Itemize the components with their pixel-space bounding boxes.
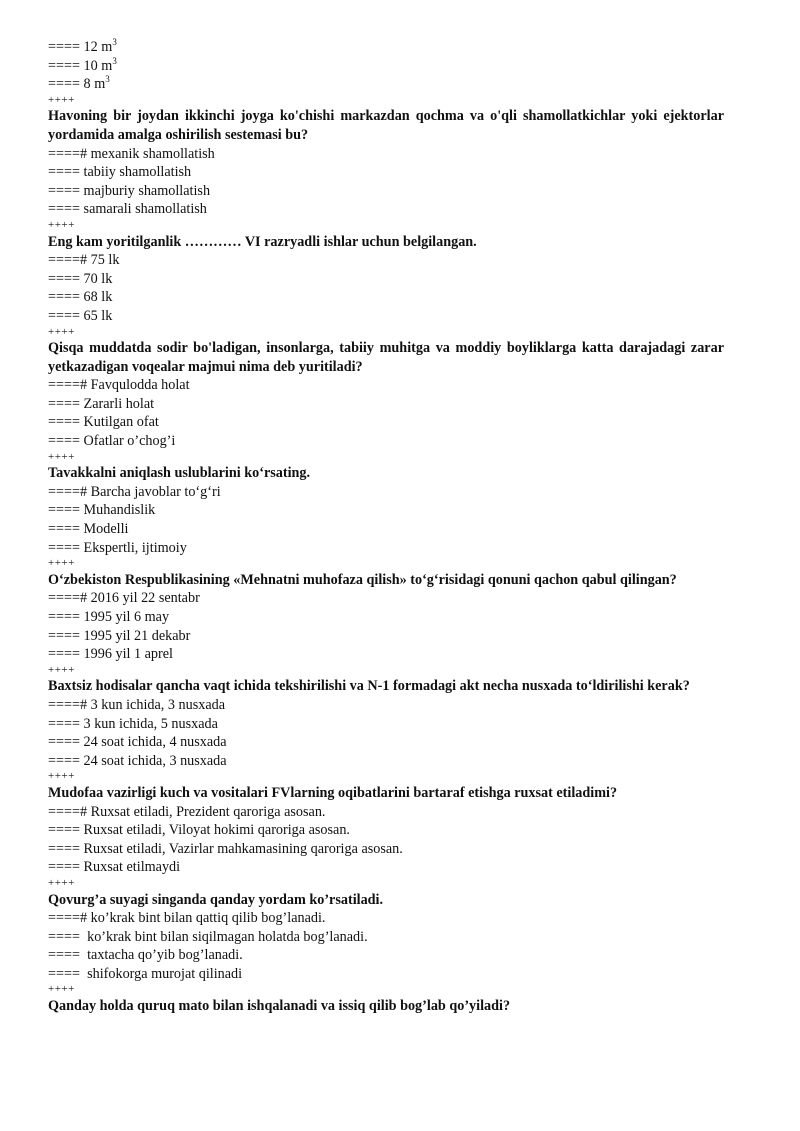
question-text: Baxtsiz hodisalar qancha vaqt ichida tekshirilishi va N-1 formadagi akt necha nusxada to‘ldirilishi kerak? — [48, 678, 690, 695]
option-line: ==== 8 $m^3$ — [48, 74, 110, 93]
answer-option: ====# mexanik shamollatish — [48, 145, 215, 162]
separator: ++++ — [48, 663, 75, 676]
question-text: Qisqa muddatda sodir bo'ladigan, insonlarga, tabiiy muhitga va moddiy boyliklarga katta darajadagi zarar yetkazadigan voqealar majmui nima deb yuritiladi? — [48, 340, 724, 375]
question-text: Qovurg’a suyagi singanda qanday yordam ko’rsatiladi. — [48, 891, 384, 908]
answer-option: ==== 3 kun ichida, 5 nusxada — [48, 715, 218, 732]
answer-option: ==== Ekspertli, ijtimoiy — [48, 539, 187, 556]
separator: ++++ — [48, 983, 75, 996]
answer-option: ==== ko’krak bint bilan siqilmagan holatda bog’lanadi. — [48, 928, 368, 945]
separator: ++++ — [48, 876, 75, 889]
answer-option: ==== 70 lk — [48, 270, 113, 287]
answer-option: ==== Muhandislik — [48, 502, 156, 519]
answer-option: ====# 75 lk — [48, 252, 120, 269]
question-text: Eng kam yoritilganlik ………… VI razryadli ishlar uchun belgilangan. — [48, 233, 477, 250]
answer-option: ==== 68 lk — [48, 289, 113, 306]
answer-option: ====# Ruxsat etiladi, Prezident qaroriga asosan. — [48, 803, 326, 820]
answer-option: ==== taxtacha qo’yib bog’lanadi. — [48, 947, 243, 964]
answer-option: ==== Ofatlar o’chog’i — [48, 433, 176, 450]
answer-option: ==== majburiy shamollatish — [48, 182, 211, 199]
answer-option: ==== Ruxsat etiladi, Viloyat hokimi qaroriga asosan. — [48, 822, 350, 839]
answer-option: ==== samarali shamollatish — [48, 201, 207, 218]
question-text: Havoning bir joydan ikkinchi joyga ko'chishi markazdan qochma va o'qli shamollatkichlar yoki ejektorlar yordamida amalga oshirilish sestemasi bu? — [48, 108, 724, 143]
option-line: ==== 10 $m^3$ — [48, 55, 117, 74]
separator: ++++ — [48, 218, 75, 231]
separator: ++++ — [48, 325, 75, 338]
answer-option: ==== 24 soat ichida, 4 nusxada — [48, 734, 227, 751]
top-options — [48, 38, 724, 94]
answer-option: ==== Modelli — [48, 521, 129, 538]
answer-option: ==== tabiiy shamollatish — [48, 164, 192, 181]
answer-option: ====# ko’krak bint bilan qattiq qilib bog’lanadi. — [48, 910, 326, 927]
answer-option: ====# Favqulodda holat — [48, 377, 190, 394]
answer-option: ====# 3 kun ichida, 3 nusxada — [48, 696, 226, 713]
question-text: Mudofaa vazirligi kuch va vositalari FVlarning oqibatlarini bartaraf etishga ruxsat etiladimi? — [48, 784, 618, 801]
separator: ++++ — [48, 450, 75, 463]
separator: ++++ — [48, 770, 75, 783]
answer-option: ==== Kutilgan ofat — [48, 414, 159, 431]
separator: ++++ — [48, 93, 75, 106]
answer-option: ==== 24 soat ichida, 3 nusxada — [48, 752, 227, 769]
question-text: O‘zbekiston Respublikasining «Mehnatni muhofaza qilish» to‘g‘risidagi qonuni qachon qabul qilingan? — [48, 571, 677, 588]
answer-option: ====# 2016 yil 22 sentabr — [48, 590, 200, 607]
answer-option: ==== Zararli holat — [48, 395, 155, 412]
option-line: ==== 12 $m^3$ — [48, 37, 117, 55]
answer-option: ==== shifokorga murojat qilinadi — [48, 965, 243, 982]
answer-option: ==== 1996 yil 1 aprel — [48, 646, 173, 663]
answer-option: ====# Barcha javoblar to‘g‘ri — [48, 483, 221, 500]
answer-option: ==== Ruxsat etiladi, Vazirlar mahkamasining qaroriga asosan. — [48, 840, 403, 857]
document-page — [48, 38, 724, 1016]
question-text: Qanday holda quruq mato bilan ishqalanadi va issiq qilib bog’lab qo’yiladi? — [48, 998, 511, 1015]
answer-option: ==== 1995 yil 21 dekabr — [48, 627, 191, 644]
question-text: Tavakkalni aniqlash uslublarini ko‘rsating. — [48, 465, 311, 482]
separator: ++++ — [48, 557, 75, 570]
answer-option: ==== 1995 yil 6 may — [48, 609, 170, 625]
question-list — [48, 94, 724, 1016]
answer-option: ==== Ruxsat etilmaydi — [48, 859, 181, 876]
answer-option: ==== 65 lk — [48, 307, 113, 324]
